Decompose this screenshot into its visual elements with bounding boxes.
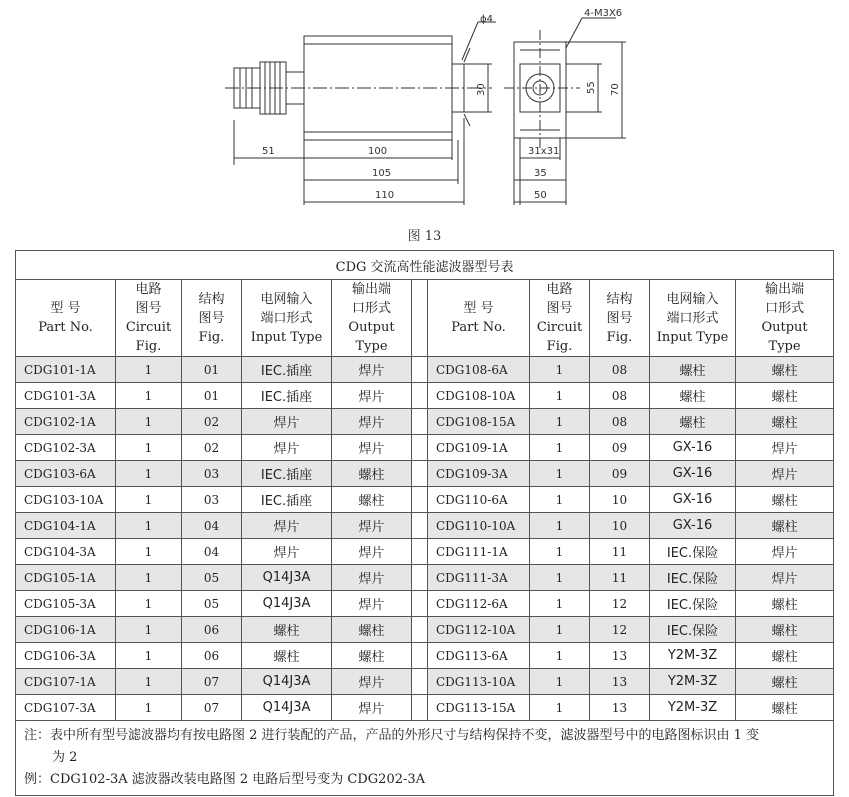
column-gap xyxy=(412,643,428,669)
table-row xyxy=(16,357,834,383)
table-title: CDG 交流高性能滤波器型号表 xyxy=(16,251,834,280)
part-no-cell: CDG104-3A xyxy=(16,539,116,565)
table-row xyxy=(16,565,834,591)
circuit-fig-cell: 1 xyxy=(530,643,590,669)
part-no-cell: CDG106-1A xyxy=(16,617,116,643)
table-row xyxy=(16,513,834,539)
part-no-cell: CDG111-1A xyxy=(428,539,530,565)
table-row xyxy=(16,383,834,409)
struct-fig-cell: 03 xyxy=(182,487,242,513)
part-no-cell: CDG111-3A xyxy=(428,565,530,591)
header-line: Output xyxy=(348,320,395,335)
table-row xyxy=(16,617,834,643)
circuit-fig-cell: 1 xyxy=(116,539,182,565)
header-line: Output xyxy=(761,320,808,335)
header-line: Part No. xyxy=(38,320,93,335)
struct-fig-cell: 09 xyxy=(590,461,650,487)
circuit-fig-cell: 1 xyxy=(116,617,182,643)
header-right-input-type xyxy=(650,280,736,357)
input-type-cell: 焊片 xyxy=(242,435,332,461)
table-row xyxy=(16,695,834,721)
part-no-cell: CDG107-1A xyxy=(16,669,116,695)
example-text: 例：CDG102-3A 滤波器改装电路图 2 电路后型号变为 CDG202-3A xyxy=(24,772,426,787)
dim-100: 100 xyxy=(368,146,388,157)
struct-fig-cell: 13 xyxy=(590,669,650,695)
circuit-fig-cell: 1 xyxy=(116,695,182,721)
column-gap xyxy=(412,591,428,617)
model-table xyxy=(15,250,834,796)
part-no-cell: CDG107-3A xyxy=(16,695,116,721)
table-row xyxy=(16,487,834,513)
header-line: Fig. xyxy=(546,339,573,354)
input-type-cell: IEC.插座 xyxy=(242,487,332,513)
output-type-cell: 焊片 xyxy=(332,513,412,539)
column-gap xyxy=(412,669,428,695)
header-line: 端口形式 xyxy=(260,310,313,326)
dim-105: 105 xyxy=(372,168,392,179)
header-line: 结构 xyxy=(606,291,633,307)
part-no-cell: CDG112-10A xyxy=(428,617,530,643)
table-note xyxy=(16,721,834,796)
part-no-cell: CDG106-3A xyxy=(16,643,116,669)
circuit-fig-cell: 1 xyxy=(116,435,182,461)
circuit-fig-cell: 1 xyxy=(530,539,590,565)
struct-fig-cell: 12 xyxy=(590,617,650,643)
header-left-output-type xyxy=(332,280,412,357)
struct-fig-cell: 10 xyxy=(590,513,650,539)
circuit-fig-cell: 1 xyxy=(116,591,182,617)
dim-screws: 4-M3X6 xyxy=(584,8,623,19)
dim-35: 35 xyxy=(534,168,547,179)
table-row xyxy=(16,435,834,461)
header-line: Input Type xyxy=(250,329,323,345)
input-type-cell: GX-16 xyxy=(650,513,736,539)
part-no-cell: CDG108-15A xyxy=(428,409,530,435)
input-type-cell: Y2M-3Z xyxy=(650,643,736,669)
output-type-cell: 螺柱 xyxy=(736,513,834,539)
output-type-cell: 焊片 xyxy=(736,565,834,591)
header-line: 电路 xyxy=(135,282,162,297)
dim-110: 110 xyxy=(375,190,395,201)
dim-50: 50 xyxy=(534,190,547,201)
part-no-cell: CDG102-3A xyxy=(16,435,116,461)
struct-fig-cell: 06 xyxy=(182,643,242,669)
circuit-fig-cell: 1 xyxy=(116,669,182,695)
dim-phi4: ϕ4 xyxy=(480,14,493,25)
circuit-fig-cell: 1 xyxy=(116,357,182,383)
part-no-cell: CDG105-1A xyxy=(16,565,116,591)
output-type-cell: 螺柱 xyxy=(736,357,834,383)
input-type-cell: Q14J3A xyxy=(242,695,332,721)
input-type-cell: 焊片 xyxy=(242,539,332,565)
column-gap xyxy=(412,461,428,487)
output-type-cell: 焊片 xyxy=(332,539,412,565)
circuit-fig-cell: 1 xyxy=(530,591,590,617)
struct-fig-cell: 07 xyxy=(182,669,242,695)
table-row xyxy=(16,591,834,617)
output-type-cell: 螺柱 xyxy=(332,643,412,669)
struct-fig-cell: 12 xyxy=(590,591,650,617)
header-line: 口形式 xyxy=(765,301,805,316)
header-line: 电网输入 xyxy=(666,291,719,307)
input-type-cell: GX-16 xyxy=(650,487,736,513)
struct-fig-cell: 11 xyxy=(590,565,650,591)
input-type-cell: 螺柱 xyxy=(650,357,736,383)
header-line: Circuit xyxy=(125,320,172,335)
note-text: 为 2 xyxy=(52,750,78,765)
struct-fig-cell: 01 xyxy=(182,357,242,383)
output-type-cell: 焊片 xyxy=(736,461,834,487)
header-line: 口形式 xyxy=(351,301,391,316)
part-no-cell: CDG108-6A xyxy=(428,357,530,383)
part-no-cell: CDG109-3A xyxy=(428,461,530,487)
input-type-cell: 焊片 xyxy=(242,409,332,435)
input-type-cell: Y2M-3Z xyxy=(650,695,736,721)
output-type-cell: 焊片 xyxy=(332,695,412,721)
table-row xyxy=(16,409,834,435)
part-no-cell: CDG104-1A xyxy=(16,513,116,539)
circuit-fig-cell: 1 xyxy=(530,695,590,721)
dim-55: 55 xyxy=(586,81,597,94)
output-type-cell: 螺柱 xyxy=(332,617,412,643)
input-type-cell: 螺柱 xyxy=(650,409,736,435)
column-gap xyxy=(412,409,428,435)
header-line: 电路 xyxy=(546,282,573,297)
column-gap xyxy=(412,695,428,721)
header-line: 图号 xyxy=(606,310,633,326)
header-line: Fig. xyxy=(198,329,225,345)
struct-fig-cell: 04 xyxy=(182,513,242,539)
header-line: 输出端 xyxy=(765,282,805,297)
table-row xyxy=(16,539,834,565)
circuit-fig-cell: 1 xyxy=(530,409,590,435)
part-no-cell: CDG113-6A xyxy=(428,643,530,669)
struct-fig-cell: 02 xyxy=(182,435,242,461)
header-line: Fig. xyxy=(135,339,162,354)
input-type-cell: 螺柱 xyxy=(242,617,332,643)
note-text: 注：表中所有型号滤波器均有按电路图 2 进行装配的产品，产品的外形尺寸与结构保持不变，滤波器型号中的电路图标识由 1 变 xyxy=(24,728,760,743)
header-line: 输出端 xyxy=(351,282,391,297)
part-no-cell: CDG110-10A xyxy=(428,513,530,539)
circuit-fig-cell: 1 xyxy=(116,409,182,435)
part-no-cell: CDG113-15A xyxy=(428,695,530,721)
input-type-cell: IEC.保险 xyxy=(650,565,736,591)
input-type-cell: GX-16 xyxy=(650,435,736,461)
input-type-cell: Y2M-3Z xyxy=(650,669,736,695)
part-no-cell: CDG103-10A xyxy=(16,487,116,513)
column-gap xyxy=(412,565,428,591)
dim-30: 30 xyxy=(476,83,487,96)
circuit-fig-cell: 1 xyxy=(530,383,590,409)
header-left-circuit-fig xyxy=(116,280,182,357)
circuit-fig-cell: 1 xyxy=(116,383,182,409)
circuit-fig-cell: 1 xyxy=(530,513,590,539)
output-type-cell: 焊片 xyxy=(736,539,834,565)
output-type-cell: 焊片 xyxy=(332,591,412,617)
header-line: 结构 xyxy=(198,291,225,307)
part-no-cell: CDG110-6A xyxy=(428,487,530,513)
part-no-cell: CDG105-3A xyxy=(16,591,116,617)
part-no-cell: CDG102-1A xyxy=(16,409,116,435)
header-line: Input Type xyxy=(656,329,729,345)
circuit-fig-cell: 1 xyxy=(116,487,182,513)
table-row xyxy=(16,461,834,487)
output-type-cell: 焊片 xyxy=(332,435,412,461)
input-type-cell: IEC.保险 xyxy=(650,617,736,643)
input-type-cell: IEC.保险 xyxy=(650,539,736,565)
circuit-fig-cell: 1 xyxy=(530,617,590,643)
header-left-struct-fig xyxy=(182,280,242,357)
dim-31x31: 31x31 xyxy=(528,146,560,157)
input-type-cell: Q14J3A xyxy=(242,591,332,617)
circuit-fig-cell: 1 xyxy=(530,487,590,513)
struct-fig-cell: 08 xyxy=(590,383,650,409)
dim-51: 51 xyxy=(262,146,275,157)
input-type-cell: 螺柱 xyxy=(650,383,736,409)
struct-fig-cell: 05 xyxy=(182,565,242,591)
struct-fig-cell: 07 xyxy=(182,695,242,721)
header-line: Type xyxy=(768,339,801,354)
struct-fig-cell: 09 xyxy=(590,435,650,461)
part-no-cell: CDG101-3A xyxy=(16,383,116,409)
input-type-cell: IEC.插座 xyxy=(242,357,332,383)
header-line: 图号 xyxy=(546,301,573,316)
struct-fig-cell: 02 xyxy=(182,409,242,435)
struct-fig-cell: 05 xyxy=(182,591,242,617)
circuit-fig-cell: 1 xyxy=(530,565,590,591)
header-right-output-type xyxy=(736,280,834,357)
input-type-cell: IEC.保险 xyxy=(650,591,736,617)
circuit-fig-cell: 1 xyxy=(530,669,590,695)
output-type-cell: 焊片 xyxy=(332,565,412,591)
struct-fig-cell: 13 xyxy=(590,695,650,721)
struct-fig-cell: 06 xyxy=(182,617,242,643)
struct-fig-cell: 04 xyxy=(182,539,242,565)
header-left-part-no xyxy=(16,280,116,357)
part-no-cell: CDG103-6A xyxy=(16,461,116,487)
dim-70: 70 xyxy=(610,83,621,96)
circuit-fig-cell: 1 xyxy=(530,435,590,461)
column-gap xyxy=(412,435,428,461)
output-type-cell: 螺柱 xyxy=(736,409,834,435)
circuit-fig-cell: 1 xyxy=(530,357,590,383)
output-type-cell: 螺柱 xyxy=(736,643,834,669)
header-right-struct-fig xyxy=(590,280,650,357)
column-gap xyxy=(412,357,428,383)
figure-caption: 图 13 xyxy=(407,229,442,244)
output-type-cell: 焊片 xyxy=(332,357,412,383)
circuit-fig-cell: 1 xyxy=(116,513,182,539)
header-line: Part No. xyxy=(451,320,506,335)
circuit-fig-cell: 1 xyxy=(116,565,182,591)
table-row xyxy=(16,669,834,695)
column-gap xyxy=(412,280,428,357)
column-gap xyxy=(412,513,428,539)
header-line: Fig. xyxy=(606,329,633,345)
output-type-cell: 螺柱 xyxy=(736,487,834,513)
part-no-cell: CDG113-10A xyxy=(428,669,530,695)
header-right-circuit-fig xyxy=(530,280,590,357)
column-gap xyxy=(412,383,428,409)
input-type-cell: IEC.插座 xyxy=(242,383,332,409)
output-type-cell: 螺柱 xyxy=(736,617,834,643)
input-type-cell: IEC.插座 xyxy=(242,461,332,487)
struct-fig-cell: 13 xyxy=(590,643,650,669)
output-type-cell: 螺柱 xyxy=(332,487,412,513)
struct-fig-cell: 10 xyxy=(590,487,650,513)
part-no-cell: CDG108-10A xyxy=(428,383,530,409)
header-line: Type xyxy=(355,339,388,354)
output-type-cell: 螺柱 xyxy=(332,461,412,487)
column-gap xyxy=(412,487,428,513)
struct-fig-cell: 11 xyxy=(590,539,650,565)
input-type-cell: Q14J3A xyxy=(242,669,332,695)
output-type-cell: 螺柱 xyxy=(736,669,834,695)
part-no-cell: CDG101-1A xyxy=(16,357,116,383)
table-row xyxy=(16,643,834,669)
input-type-cell: 焊片 xyxy=(242,513,332,539)
output-type-cell: 螺柱 xyxy=(736,591,834,617)
output-type-cell: 螺柱 xyxy=(736,383,834,409)
output-type-cell: 螺柱 xyxy=(736,695,834,721)
output-type-cell: 焊片 xyxy=(332,383,412,409)
input-type-cell: 螺柱 xyxy=(242,643,332,669)
header-line: 图号 xyxy=(135,301,162,316)
table-header-row xyxy=(16,280,834,357)
circuit-fig-cell: 1 xyxy=(116,461,182,487)
struct-fig-cell: 08 xyxy=(590,409,650,435)
note-row xyxy=(16,721,834,796)
header-line: 型 号 xyxy=(50,301,81,316)
part-no-cell: CDG109-1A xyxy=(428,435,530,461)
circuit-fig-cell: 1 xyxy=(116,643,182,669)
technical-drawing xyxy=(0,0,849,222)
column-gap xyxy=(412,539,428,565)
struct-fig-cell: 01 xyxy=(182,383,242,409)
part-no-cell: CDG112-6A xyxy=(428,591,530,617)
output-type-cell: 焊片 xyxy=(736,435,834,461)
output-type-cell: 焊片 xyxy=(332,669,412,695)
header-line: 端口形式 xyxy=(666,310,719,326)
header-line: Circuit xyxy=(536,320,583,335)
header-line: 图号 xyxy=(198,310,225,326)
struct-fig-cell: 03 xyxy=(182,461,242,487)
column-gap xyxy=(412,617,428,643)
input-type-cell: Q14J3A xyxy=(242,565,332,591)
header-right-part-no xyxy=(428,280,530,357)
struct-fig-cell: 08 xyxy=(590,357,650,383)
header-line: 型 号 xyxy=(463,301,494,316)
header-line: 电网输入 xyxy=(260,291,313,307)
header-left-input-type xyxy=(242,280,332,357)
input-type-cell: GX-16 xyxy=(650,461,736,487)
output-type-cell: 焊片 xyxy=(332,409,412,435)
circuit-fig-cell: 1 xyxy=(530,461,590,487)
